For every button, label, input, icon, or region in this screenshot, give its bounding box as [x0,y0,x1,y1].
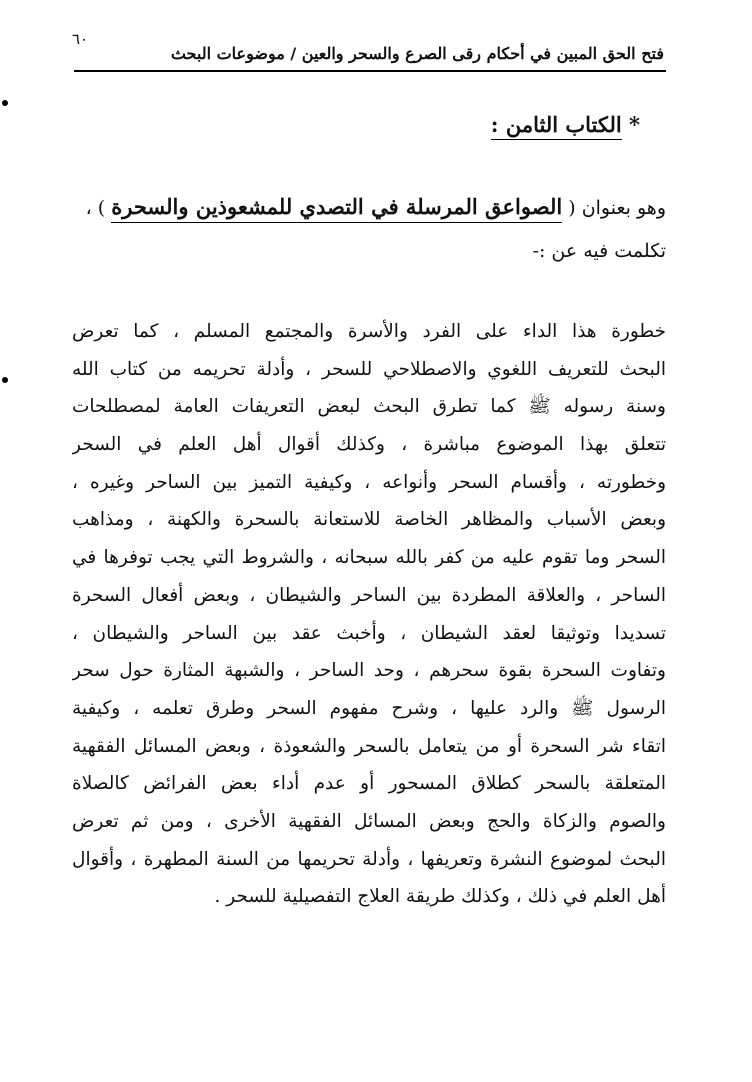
close-paren: ) ، [85,197,106,219]
section-title: الكتاب الثامن : [491,112,622,140]
running-header-title: فتح الحق المبين في أحكام رقى الصرع والسحر والعين / موضوعات البحث [170,44,664,63]
body-paragraph [72,313,666,916]
open-paren: ( [568,197,576,219]
body-line: أهل العلم في ذلك ، وكذلك طريقة العلاج التفصيلية للسحر . [214,886,666,908]
body-line: الرسول ﷺ والرد عليها ، وشرح مفهوم السحر وطرق تعلمه ، وكيفية [72,697,666,719]
margin-dot [2,100,8,106]
body-line: وسنة رسوله ﷺ كما تطرق البحث لبعض التعريفات العامة لمصطلحات [72,396,666,418]
body-line: المتعلقة بالسحر كطلاق المسحور أو عدم أداء بعض الفرائض كالصلاة [72,773,666,795]
body-line: وتفاوت السحرة بقوة سحرهم ، وحد الساحر ، والشبهة المثارة حول سحر [72,660,666,682]
asterisk-marker: * [629,112,640,137]
work-title: الصواعق المرسلة في التصدي للمشعوذين والسحرة [111,194,562,223]
body-line: تسديدا وتوثيقا لعقد الشيطان ، وأخبث عقد بين الساحر والشيطان ، [72,622,666,644]
body-line: تتعلق بهذا الموضوع مباشرة ، وكذلك أقوال أهل العلم في السحر [72,434,666,456]
intro-line-1 [66,194,666,219]
body-line: البحث للتعريف اللغوي والاصطلاحي للسحر ، وأدلة تحريمه من كتاب الله [72,358,666,380]
intro-prefix: وهو بعنوان [581,197,666,219]
page-number: ٦٠ [72,30,89,48]
section-heading [491,112,640,137]
body-line: والصوم والزكاة والحج وبعض المسائل الفقهية الأخرى ، ومن ثم تعرض [72,810,666,832]
body-line: خطورة هذا الداء على الفرد والأسرة والمجتمع المسلم ، كما تعرض [72,321,666,342]
body-line: وخطورته ، وأقسام السحر وأنواعه ، وكيفية التميز بين الساحر وغيره ، [72,471,666,493]
body-line: السحر وما تقوم عليه من كفر بالله سبحانه ، والشروط التي يجب توفرها في [72,547,666,569]
body-line: اتقاء شر السحرة أو من يتعامل بالسحر والشعوذة ، وبعض المسائل الفقهية [72,735,666,757]
body-line: الساحر ، والعلاقة المطردة بين الساحر والشيطان ، وبعض أفعال السحرة [72,584,666,606]
body-line: البحث لموضوع النشرة وتعريفها ، وأدلة تحريمها من السنة المطهرة ، وأقوال [72,848,666,870]
body-line: وبعض الأسباب والمظاهر الخاصة للاستعانة بالسحرة والكهنة ، ومذاهب [72,509,666,531]
header-rule [74,70,666,72]
margin-dot [2,377,8,383]
intro-line-2: تكلمت فيه عن :- [532,240,666,262]
